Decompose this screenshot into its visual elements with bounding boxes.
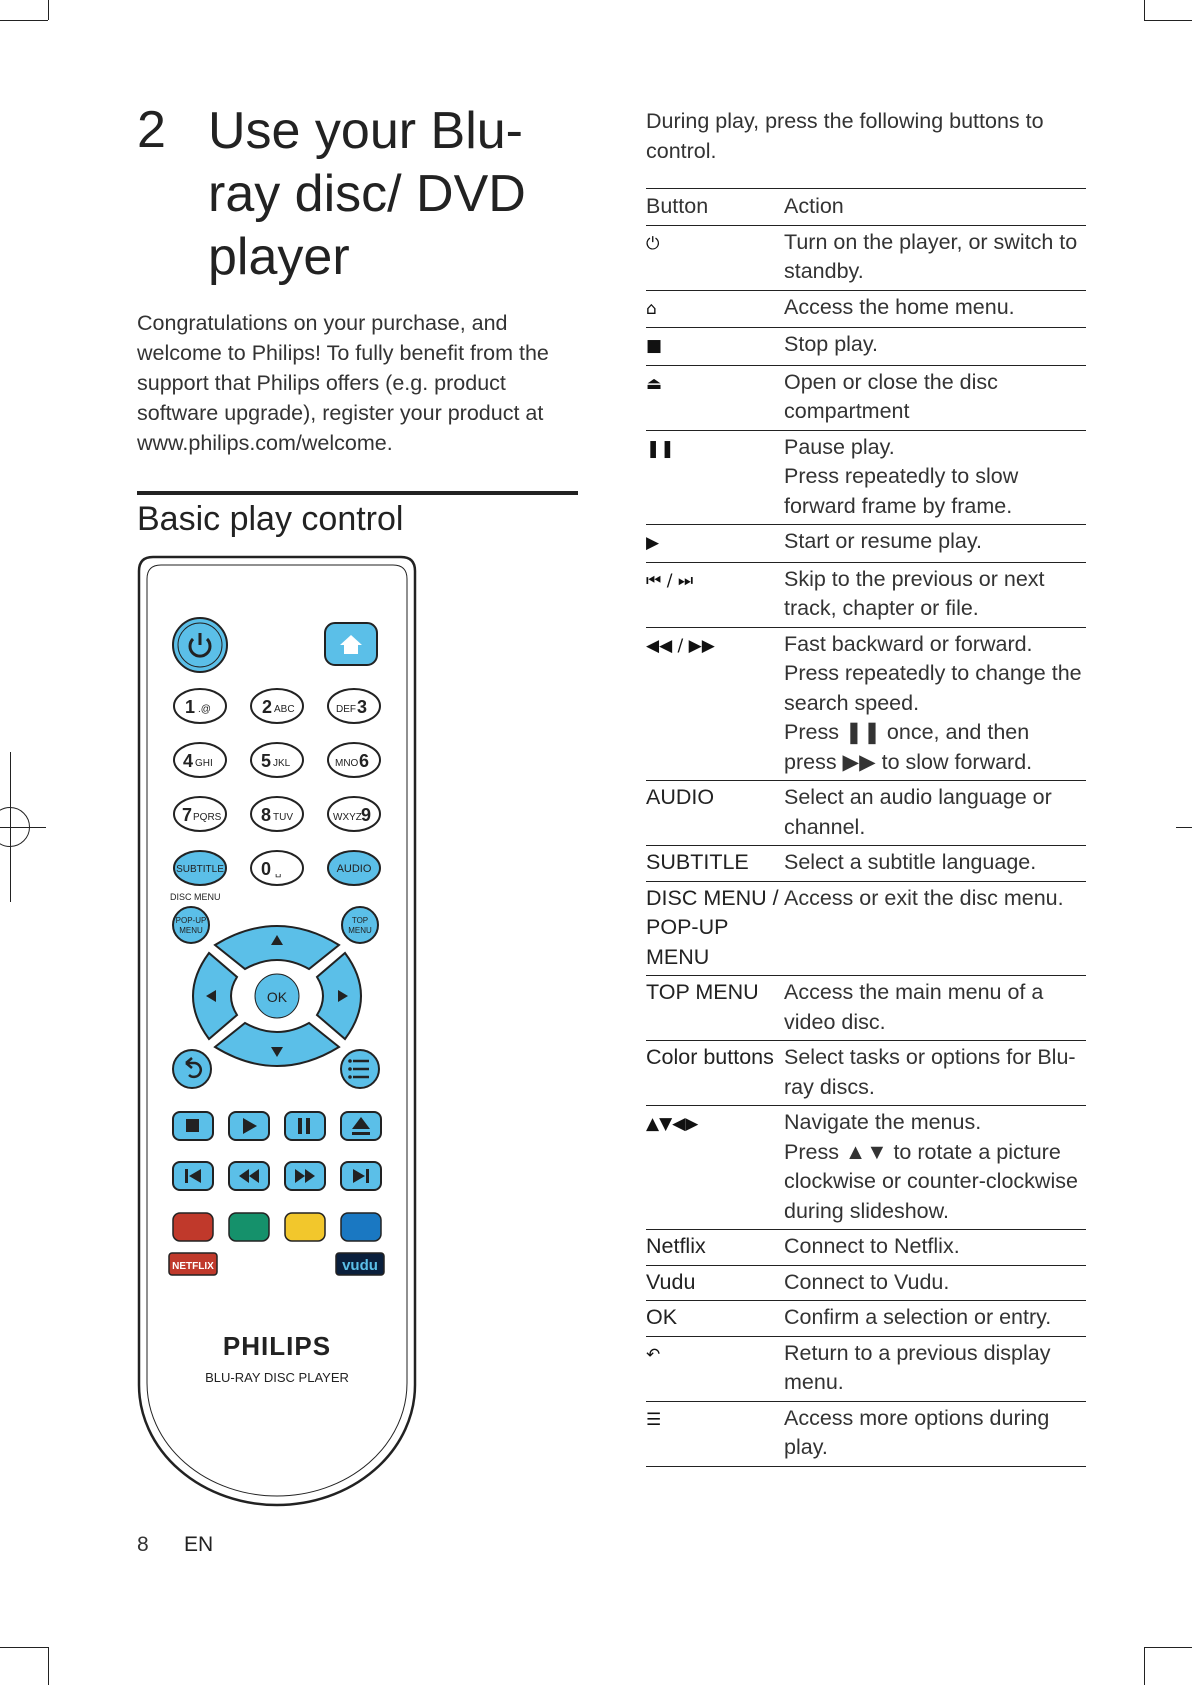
- action-line: Confirm a selection or entry.: [784, 1305, 1052, 1329]
- button-symbol-icon: ▶: [646, 533, 660, 553]
- button-name: Netflix: [646, 1234, 706, 1258]
- crop-mark: [48, 0, 49, 20]
- row-action-cell: [784, 430, 1086, 525]
- key-0-sub: ␣: [275, 867, 282, 878]
- home-key-illustration: [325, 623, 377, 665]
- action-line: Start or resume play.: [784, 529, 982, 553]
- button-name: OK: [646, 1305, 678, 1329]
- button-name: Vudu: [646, 1269, 696, 1294]
- table-row: [646, 1265, 1086, 1301]
- row-action-cell: [784, 781, 1086, 846]
- popup-label-1: POP-UP: [175, 916, 207, 925]
- key-7-label: 7: [182, 805, 193, 825]
- action-line: Turn on the player, or switch to standby.: [784, 229, 1078, 283]
- row-action-cell: [784, 1041, 1086, 1106]
- chapter-title: Use your Blu-ray disc/ DVD player: [208, 102, 526, 286]
- vudu-key-label: vudu: [342, 1257, 378, 1274]
- lead-text: During play, press the following buttons to control.: [646, 109, 1044, 163]
- action-line: Access more options during play.: [784, 1405, 1050, 1459]
- row-button-cell: [646, 562, 784, 627]
- button-symbol-icon: ⏮ / ⏭: [646, 570, 694, 591]
- action-line: Press ❚❚ once, and then press ▶▶ to slow forward.: [784, 720, 1033, 774]
- key-8-label: 8: [261, 805, 272, 825]
- button-symbol-icon: ⏏: [646, 373, 663, 394]
- table-row: [646, 225, 1086, 290]
- row-button-cell: [646, 881, 784, 976]
- key-9-sub: WXYZ: [333, 812, 362, 823]
- page-language: EN: [184, 1533, 214, 1556]
- action-line: Connect to Netflix.: [784, 1234, 960, 1258]
- intro-paragraph: Congratulations on your purchase, and welcome to Philips! To fully benefit from the support that Philips offers (e.g. product software upgrade), register your product at www.philips.com/welcome.: [137, 311, 549, 455]
- row-button-cell: [646, 1401, 784, 1466]
- row-action-cell: [784, 525, 1086, 563]
- table-row: [646, 976, 1086, 1041]
- action-line: Press repeatedly to change the search speed.: [784, 661, 1082, 715]
- action-line: Press repeatedly to slow forward frame by frame.: [784, 464, 1019, 518]
- header-action: Action: [784, 189, 1086, 226]
- row-button-cell: [646, 1301, 784, 1337]
- top-label-1: TOP: [351, 916, 369, 925]
- table-row: [646, 627, 1086, 781]
- row-action-cell: [784, 365, 1086, 430]
- crop-mark: [1144, 0, 1145, 20]
- power-key-illustration: [173, 618, 227, 672]
- top-label-2: MENU: [348, 926, 372, 935]
- table-row: [646, 781, 1086, 846]
- row-button-cell: [646, 627, 784, 781]
- key-4-sub: GHI: [195, 758, 213, 769]
- action-line: Access or exit the disc menu.: [784, 885, 1064, 910]
- button-name: AUDIO: [646, 785, 715, 809]
- action-line: Select an audio language or channel.: [784, 785, 1052, 839]
- action-line: Stop play.: [784, 332, 879, 356]
- table-row: [646, 328, 1086, 366]
- crop-mark: [0, 20, 48, 21]
- row-button-cell: [646, 328, 784, 366]
- button-symbol-icon: ☰: [646, 1409, 662, 1430]
- action-line: Press ▲▼ to rotate a picture clockwise or counter-clockwise during slideshow.: [784, 1139, 1078, 1223]
- popup-label-2: MENU: [179, 926, 203, 935]
- key-8-sub: TUV: [273, 812, 293, 823]
- key-2-label: 2: [262, 697, 273, 717]
- button-symbol-icon: ❚❚: [646, 438, 675, 459]
- key-7-sub: PQRS: [193, 812, 222, 823]
- row-button-cell: [646, 1230, 784, 1266]
- key-6-sub: MNO: [335, 758, 359, 769]
- crop-mark: [1144, 1647, 1192, 1648]
- table-row: [646, 1106, 1086, 1230]
- row-button-cell: [646, 525, 784, 563]
- action-line: Skip to the previous or next track, chapter or file.: [784, 566, 1045, 620]
- row-button-cell: [646, 430, 784, 525]
- row-action-cell: [784, 1106, 1086, 1230]
- row-button-cell: [646, 846, 784, 882]
- section-rule: [137, 491, 578, 495]
- action-line: Select tasks or options for Blu-ray discs.: [784, 1045, 1076, 1099]
- key-3-label: 3: [357, 697, 368, 717]
- action-line: Open or close the disc compartment: [784, 369, 998, 423]
- table-row: [646, 290, 1086, 328]
- action-line: Return to a previous display menu.: [784, 1340, 1051, 1394]
- button-name: SUBTITLE: [646, 850, 749, 874]
- key-subtitle-label: SUBTITLE: [176, 864, 224, 875]
- key-2-sub: ABC: [274, 704, 295, 715]
- controls-table: [646, 188, 1086, 1467]
- row-action-cell: [784, 627, 1086, 781]
- netflix-key-label: NETFLIX: [172, 1261, 214, 1272]
- crop-mark: [1176, 827, 1192, 828]
- button-symbol-icon: ■: [646, 336, 663, 356]
- remote-model: BLU-RAY DISC PLAYER: [205, 1370, 349, 1385]
- row-action-cell: [784, 881, 1086, 976]
- button-name: Color buttons: [646, 1045, 774, 1069]
- crop-mark: [1144, 1647, 1145, 1685]
- button-name: TOP MENU: [646, 980, 759, 1004]
- row-action-cell: [784, 290, 1086, 328]
- crop-mark: [48, 1647, 49, 1685]
- remote-control-illustration: [137, 555, 417, 1508]
- button-symbol-icon: ◀◀ / ▶▶: [646, 635, 715, 656]
- action-line: Fast backward or forward.: [784, 631, 1033, 656]
- table-row: [646, 525, 1086, 563]
- remote-brand: PHILIPS: [222, 1331, 332, 1361]
- action-line: Access the home menu.: [784, 294, 1015, 319]
- table-row: [646, 1301, 1086, 1337]
- key-3-sub: DEF: [336, 704, 356, 715]
- row-action-cell: [784, 1230, 1086, 1266]
- nav-ring-illustration: [193, 926, 361, 1066]
- row-action-cell: [784, 225, 1086, 290]
- key-9-label: 9: [361, 805, 372, 825]
- row-action-cell: [784, 1401, 1086, 1466]
- registration-circle: [0, 807, 30, 847]
- table-row: [646, 365, 1086, 430]
- table-row: [646, 1041, 1086, 1106]
- table-row: [646, 846, 1086, 882]
- row-button-cell: [646, 290, 784, 328]
- ok-key-label: OK: [266, 989, 288, 1005]
- table-header-row: [646, 189, 1086, 226]
- table-row: [646, 430, 1086, 525]
- row-button-cell: [646, 365, 784, 430]
- row-button-cell: [646, 781, 784, 846]
- row-button-cell: [646, 225, 784, 290]
- row-button-cell: [646, 1041, 784, 1106]
- key-6-label: 6: [359, 751, 370, 771]
- row-button-cell: [646, 1265, 784, 1301]
- button-symbol-icon: ⏻: [646, 233, 660, 254]
- action-line: Navigate the menus.: [784, 1110, 982, 1134]
- button-name: DISC MENU / POP-UP MENU: [646, 885, 779, 969]
- key-5-label: 5: [261, 751, 272, 771]
- table-row: [646, 562, 1086, 627]
- button-symbol-icon: ⌂: [646, 298, 657, 319]
- button-symbol-icon: ▲▼◀▶: [646, 1114, 699, 1134]
- row-button-cell: [646, 1336, 784, 1401]
- button-symbol-icon: ↶: [646, 1344, 661, 1365]
- table-row: [646, 1230, 1086, 1266]
- row-action-cell: [784, 1265, 1086, 1301]
- page-number: 8: [137, 1533, 149, 1556]
- action-line: Select a subtitle language.: [784, 850, 1037, 874]
- key-0-label: 0: [261, 859, 272, 879]
- row-action-cell: [784, 1336, 1086, 1401]
- table-row: [646, 1401, 1086, 1466]
- action-line: Connect to Vudu.: [784, 1269, 950, 1294]
- key-4-label: 4: [183, 751, 194, 771]
- row-action-cell: [784, 562, 1086, 627]
- key-1-sub: .@: [198, 704, 211, 715]
- table-row: [646, 881, 1086, 976]
- row-button-cell: [646, 976, 784, 1041]
- action-line: Access the main menu of a video disc.: [784, 980, 1044, 1034]
- section-title: Basic play control: [137, 500, 404, 538]
- chapter-number: 2: [137, 101, 166, 159]
- key-5-sub: JKL: [273, 758, 291, 769]
- disc-menu-caption: DISC MENU: [170, 892, 221, 902]
- header-button: Button: [646, 189, 784, 226]
- table-row: [646, 1336, 1086, 1401]
- row-action-cell: [784, 328, 1086, 366]
- row-action-cell: [784, 1301, 1086, 1337]
- key-audio-label: AUDIO: [336, 863, 372, 875]
- row-action-cell: [784, 976, 1086, 1041]
- key-1-label: 1: [185, 697, 196, 717]
- action-line: Pause play.: [784, 434, 895, 459]
- crop-mark: [0, 1647, 48, 1648]
- row-action-cell: [784, 846, 1086, 882]
- crop-mark: [1144, 20, 1192, 21]
- row-button-cell: [646, 1106, 784, 1230]
